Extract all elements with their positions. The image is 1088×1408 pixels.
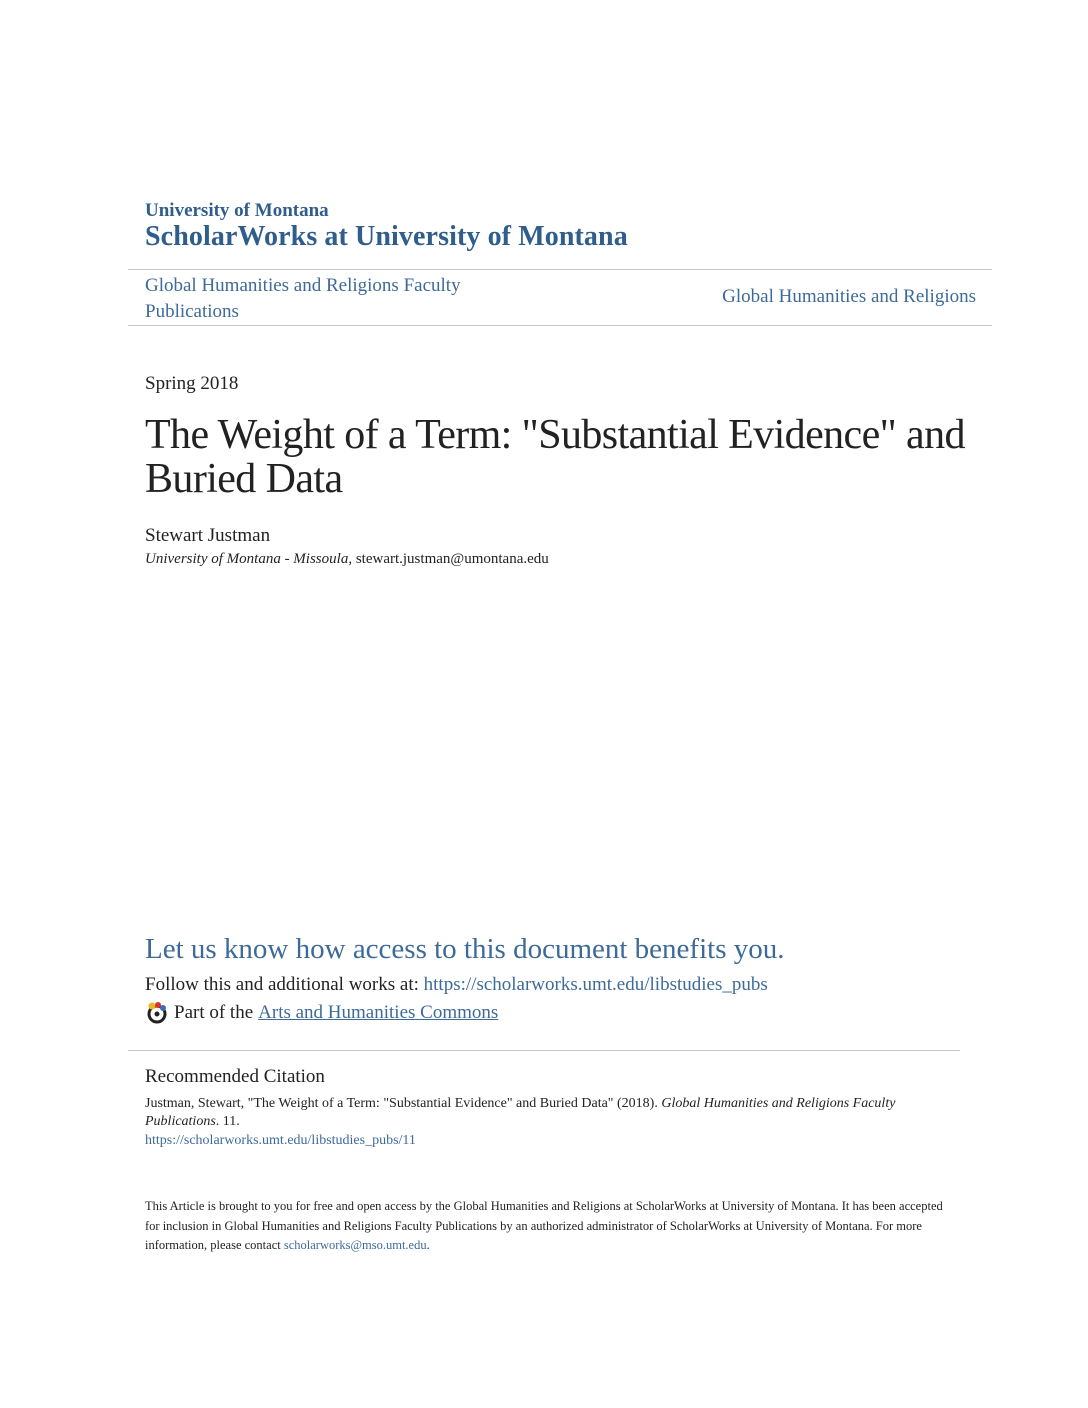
department-link[interactable]: Global Humanities and Religions — [722, 286, 976, 307]
author-affiliation: University of Montana - Missoula, stewart.justman@umontana.edu — [145, 551, 549, 567]
repository-link[interactable]: ScholarWorks at University of Montana — [145, 221, 628, 252]
author-email: stewart.justman@umontana.edu — [355, 551, 549, 567]
author-name: Stewart Justman — [145, 525, 271, 546]
access-statement — [145, 1197, 945, 1256]
collection-url-link[interactable]: https://scholarworks.umt.edu/libstudies_pubs — [423, 974, 768, 995]
contact-email-link[interactable]: scholarworks@mso.umt.edu — [283, 1238, 427, 1252]
citation-heading: Recommended Citation — [145, 1066, 325, 1087]
article-title: The Weight of a Term: "Substantial Evidence" and Buried Data — [145, 412, 965, 502]
citation-text — [145, 1095, 945, 1131]
divider-top — [128, 269, 992, 270]
benefit-feedback-link[interactable]: Let us know how access to this document benefits you. — [145, 933, 785, 965]
divider-header-bottom — [128, 325, 992, 326]
part-of-line — [145, 1001, 498, 1025]
university-link[interactable]: University of Montana — [145, 200, 329, 221]
network-commons-icon — [145, 1001, 169, 1025]
access-statement-text: This Article is brought to you for free and open access by the Global Humanities and Religions at ScholarWorks at University of Montana. It has been accepted for inclusion in Global Humanities and Religions Faculty Publications by an authorized administrator of ScholarWorks at University of Montana. For more information, please contact — [145, 1199, 943, 1252]
follow-prefix: Follow this and additional works at: — [145, 974, 424, 995]
citation-plain: Justman, Stewart, "The Weight of a Term: "Substantial Evidence" and Buried Data" (2018). — [145, 1096, 662, 1111]
publication-date: Spring 2018 — [145, 373, 239, 394]
affiliation-name: University of Montana - Missoula — [145, 551, 349, 567]
citation-series: Global Humanities and Religions Faculty Publications — [145, 1096, 896, 1129]
citation-suffix: . 11. — [215, 1114, 240, 1129]
citation-url-link[interactable]: https://scholarworks.umt.edu/libstudies_pubs/11 — [145, 1133, 416, 1148]
arts-humanities-commons-link[interactable]: Arts and Humanities Commons — [258, 1002, 499, 1023]
series-link[interactable]: Global Humanities and Religions Faculty Publications — [145, 275, 461, 322]
follow-line — [145, 974, 768, 996]
access-statement-end: . — [426, 1238, 430, 1252]
part-of-prefix: Part of the — [174, 1002, 254, 1023]
divider-citation — [128, 1050, 960, 1051]
